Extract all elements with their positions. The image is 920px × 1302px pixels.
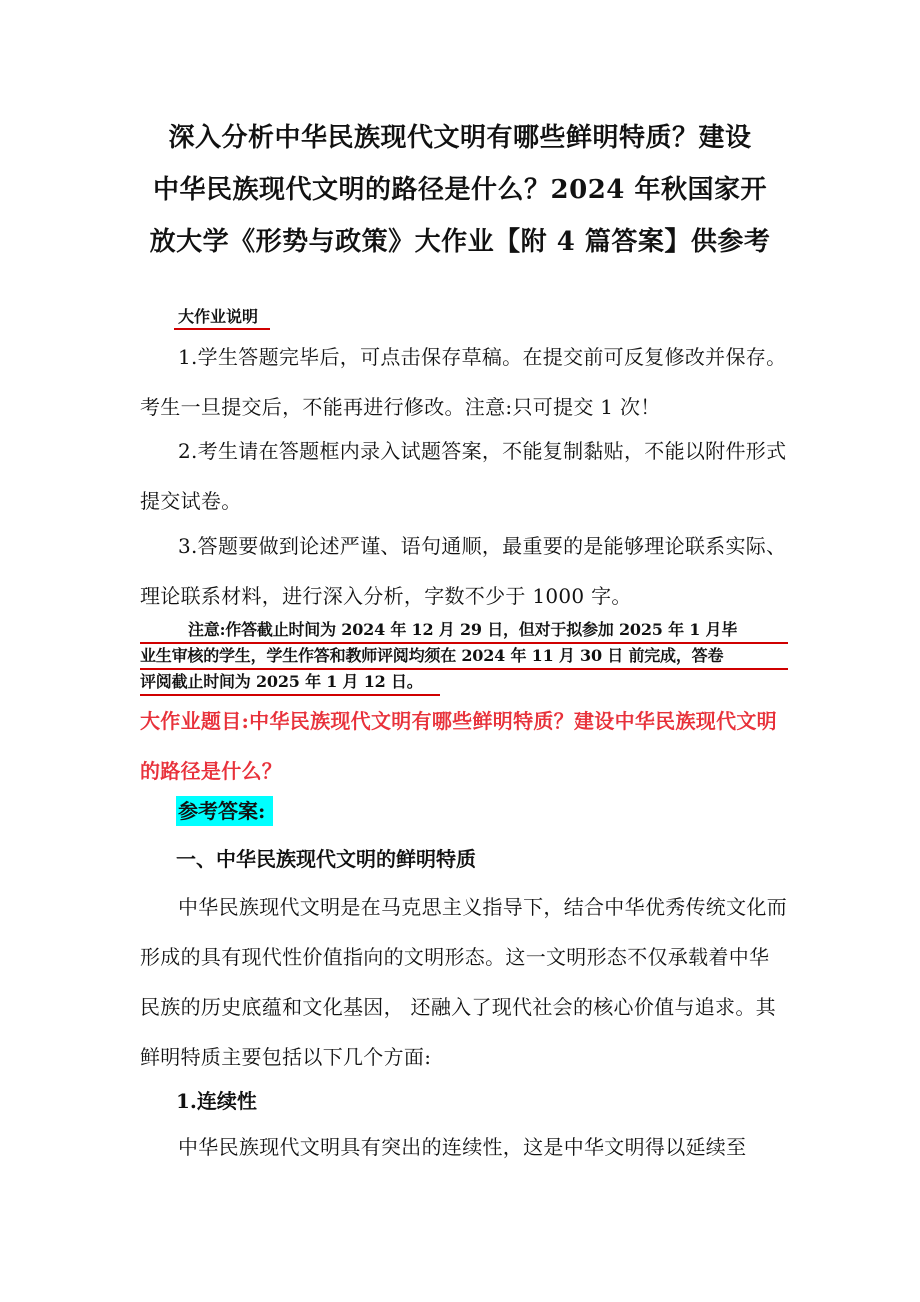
note-paragraph-2: 2.考生请在答题框内录入试题答案，不能复制黏贴，不能以附件形式提交试卷。 xyxy=(140,439,787,513)
deadline-line-2: 业生审核的学生，学生作答和教师评阅均须在 2024 年 11 月 30 日 前完成，答卷 xyxy=(140,644,788,670)
title-line-3: 放大学《形势与政策》大作业【附 4 篇答案】供参考 xyxy=(149,227,771,257)
notes-heading-underline xyxy=(174,328,270,330)
deadline-line-3: 评阅截止时间为 2025 年 1 月 12 日。 xyxy=(140,670,440,696)
assignment-topic: 大作业题目:中华民族现代文明有哪些鲜明特质？建设中华民族现代文明的路径是什么？ xyxy=(140,709,777,783)
section-heading-1: 一、中华民族现代文明的鲜明特质 xyxy=(176,847,476,871)
section-1-paragraph: 中华民族现代文明是在马克思主义指导下，结合中华优秀传统文化而形成的具有现代性价值指向的文明形态。这一文明形态不仅承载着中华民族的历史底蕴和文化基因， 还融入了现代社会的核心价值与追求。其鲜明特质主要包括以下几个方面: xyxy=(140,895,787,1069)
note-paragraph-3: 3.答题要做到论述严谨、语句通顺，最重要的是能够理论联系实际、理论联系材料，进行深入分析，字数不少于 1000 字。 xyxy=(140,534,787,608)
deadline-line-1: 注意:作答截止时间为 2024 年 12 月 29 日，但对于拟参加 2025 年 1 月毕 xyxy=(140,618,788,644)
note-paragraph-1: 1.学生答题完毕后，可点击保存草稿。在提交前可反复修改并保存。考生一旦提交后，不能再进行修改。注意:只可提交 1 次！ xyxy=(140,345,787,419)
continuity-paragraph: 中华民族现代文明具有突出的连续性，这是中华文明得以延续至 xyxy=(178,1135,747,1159)
title-line-2: 中华民族现代文明的路径是什么？2024 年秋国家开 xyxy=(153,175,767,205)
notes-heading: 大作业说明 xyxy=(178,307,259,326)
reference-answer-label: 参考答案: xyxy=(176,796,273,826)
subheading-continuity: 1.连续性 xyxy=(176,1089,257,1113)
document-title xyxy=(120,112,800,268)
title-line-1: 深入分析中华民族现代文明有哪些鲜明特质？建设 xyxy=(168,123,752,153)
deadline-notice xyxy=(140,618,788,696)
